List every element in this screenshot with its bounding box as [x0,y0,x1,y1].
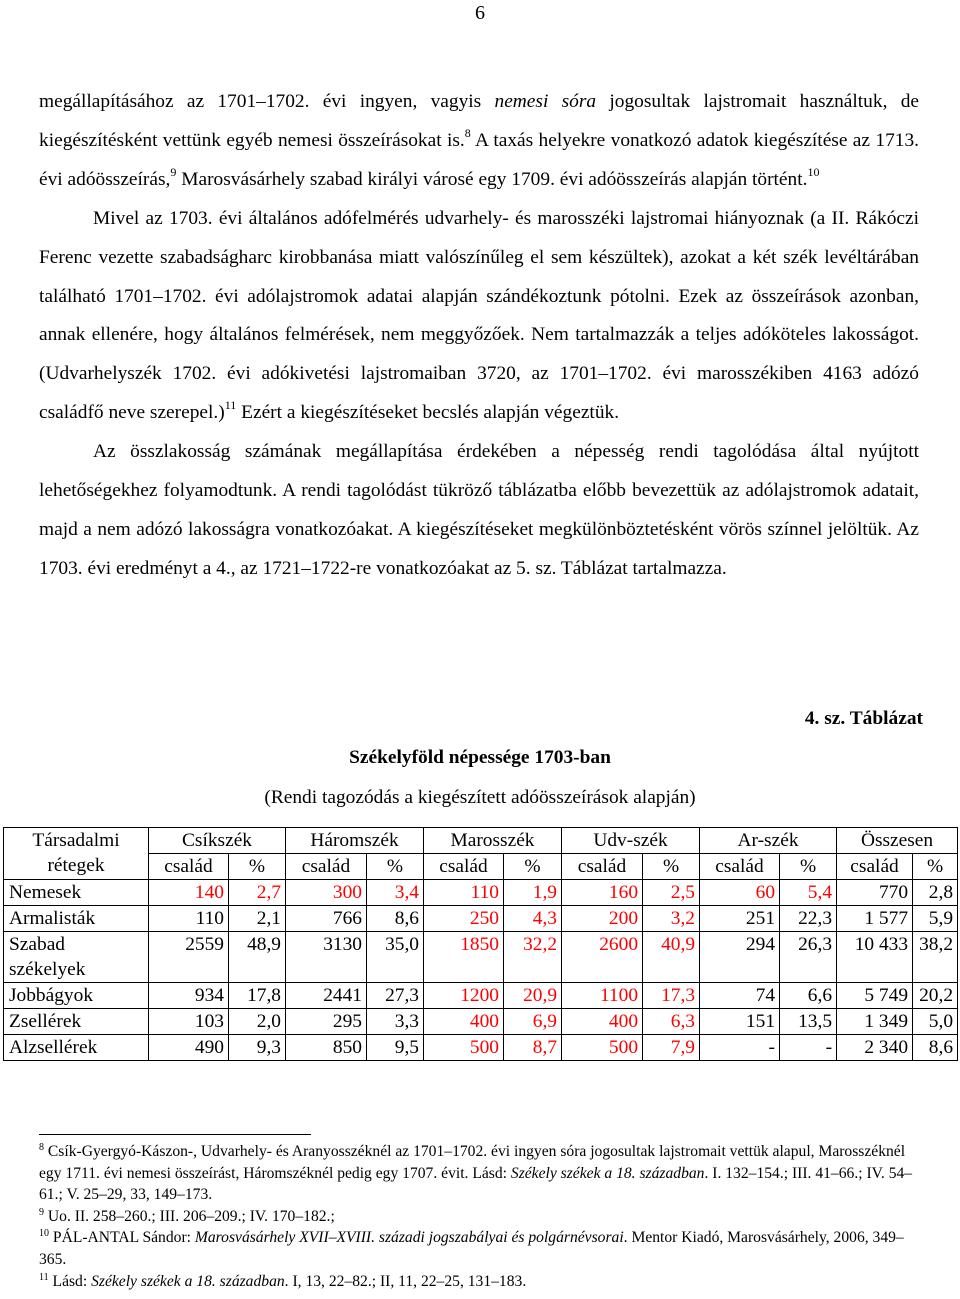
table-cell: 251 [700,906,780,932]
table-cell: 140 [149,880,229,906]
region-header: Ar-szék [700,828,837,854]
table-cell: 22,3 [780,906,837,932]
table-cell: 5 749 [837,983,913,1009]
population-table [3,827,958,1061]
header-row-regions [4,828,958,854]
table-cell: 110 [149,906,229,932]
table-row [4,983,958,1009]
table-cell: 1 349 [837,1009,913,1035]
table-cell: 500 [424,1035,504,1061]
table-cell: 1 577 [837,906,913,932]
unit-header: család [149,854,229,880]
table-cell: 770 [837,880,913,906]
table-cell: 850 [286,1035,367,1061]
table-cell: 3,2 [643,906,700,932]
table-cell: 60 [700,880,780,906]
row-label: Zsellérek [4,1009,149,1035]
table-cell: 9,3 [229,1035,286,1061]
region-header: Marosszék [424,828,562,854]
table-cell: 2,0 [229,1009,286,1035]
table-cell: 8,6 [367,906,424,932]
table-cell: 5,0 [913,1009,958,1035]
table-cell: 5,4 [780,880,837,906]
table-cell: 2,1 [229,906,286,932]
corner-header: Társadalmi rétegek [4,828,149,880]
table-cell: 2 340 [837,1035,913,1061]
table-cell: 10 433 [837,932,913,983]
footnote-9: $^9$ Uo. II. 258–260.; III. 206–209.; IV. 170–182.; [39,1206,335,1225]
table-cell: 151 [700,1009,780,1035]
table-cell: 6,6 [780,983,837,1009]
table-cell: 103 [149,1009,229,1035]
region-header: Udv-szék [562,828,700,854]
table-cell: 490 [149,1035,229,1061]
table-cell: 2,7 [229,880,286,906]
table-cell: 17,8 [229,983,286,1009]
table-cell: 110 [424,880,504,906]
table-cell: 1,9 [504,880,562,906]
table-cell: 250 [424,906,504,932]
page-number: 6 [475,2,485,24]
table-cell: 74 [700,983,780,1009]
table-cell: 27,3 [367,983,424,1009]
unit-header: család [700,854,780,880]
row-label: Armalisták [4,906,149,932]
unit-header: család [562,854,643,880]
table-title: Székelyföld népessége 1703-ban [349,747,611,768]
table-cell: 766 [286,906,367,932]
table-cell: 1100 [562,983,643,1009]
table-cell: 2600 [562,932,643,983]
table-cell: 8,6 [913,1035,958,1061]
table-cell: 5,9 [913,906,958,932]
footnote-10: $^{10}$ PÁL-ANTAL Sándor: Marosvásárhely XVII–XVIII. századi jogszabályai és polgárnévsorai. Mentor Kiadó, Marosvásárhely, 2006, 349–365. [39,1228,904,1268]
table-cell: 40,9 [643,932,700,983]
footnote-ref-8[interactable]: 8 [464,125,471,140]
table-cell: 294 [700,932,780,983]
table-cell: - [700,1035,780,1061]
table-cell: 6,3 [643,1009,700,1035]
footnote-ref-10[interactable]: 10 [807,164,820,179]
table-cell: - [780,1035,837,1061]
table-cell: 20,9 [504,983,562,1009]
table-cell: 2441 [286,983,367,1009]
unit-header: % [913,854,958,880]
emphasis: nemesi sóra [494,91,597,112]
unit-header: család [837,854,913,880]
paragraph-1: megállapításához az 1701–1702. évi ingyen, vagyis nemesi sóra jogosultak lajstromait használtuk, de kiegészítésként vettünk egyéb nemesi összeírásokat is.$^8$ A taxás helyekre vonatkozó adatok kiegészítése az 1713. évi adóösszeírás,$^9$ Marosvásárhely szabad királyi városé egy 1709. évi adóösszeírás alapján történt.$^{10}$ [39,91,919,190]
table-cell: 3,4 [367,880,424,906]
table-cell: 400 [424,1009,504,1035]
footnote-ref-11[interactable]: 11 [224,398,237,413]
footnote-8: $^8$ Csík-Gyergyó-Kászon-, Udvarhely- és Aranyosszéknél az 1701–1702. évi ingyen sóra jogosultak lajstromait vettük alapul, Marosszéknél egy 1711. évi nemesi összeírást, Háromszéknél pedig egy 1707. évit. Lásd: Székely székek a 18. században. I. 132–154.; III. 41–66.; IV. 54–61.; V. 25–29, 33, 149–173. [39,1142,913,1204]
region-header: Csíkszék [149,828,286,854]
table-cell: 8,7 [504,1035,562,1061]
table-row [4,1035,958,1061]
table-cell: 20,2 [913,983,958,1009]
table-cell: 9,5 [367,1035,424,1061]
table-row [4,1009,958,1035]
table-cell: 6,9 [504,1009,562,1035]
table-label: 4. sz. Táblázat [804,708,923,729]
paragraph-3: Az összlakosság számának megállapítása érdekében a népesség rendi tagolódása által nyújtott lehetőségekhez folyamodtunk. A rendi tagolódást tükröző táblázatba előbb bevezettük az adólajstromok adatait, majd a nem adózó lakosságra vonatkozóakat. A kiegészítéseket megkülönböztetésként vörös színnel jelöltük. Az 1703. évi eredményt a 4., az 1721–1722-re vonatkozóakat az 5. sz. Táblázat tartalmazza. [39,441,919,579]
footnote-divider [39,1134,311,1135]
table-cell: 300 [286,880,367,906]
table-cell: 500 [562,1035,643,1061]
table-cell: 400 [562,1009,643,1035]
paragraph-2: Mivel az 1703. évi általános adófelmérés udvarhely- és marosszéki lajstromai hiányoznak (a II. Rákóczi Ferenc vezette szabadságharc kirobbanása miatt valószínűleg el sem készültek), azokat a két szék levéltárában található 1701–1702. évi adólajstromok adatai alapján szándékoztunk pótolni. Ezek az összeírások azonban, annak ellenére, hogy általános felmérések, nem meggyőzőek. Nem tartalmazzák a teljes adóköteles lakosságot. (Udvarhelyszék 1702. évi adókivetési lajstromaiban 3720, az 1701–1702. évi marosszékiben 4163 adózó családfő neve szerepel.)$^{11}$ Ezért a kiegészítéseket becslés alapján végeztük. [39,207,919,424]
table-cell: 295 [286,1009,367,1035]
unit-header: % [643,854,700,880]
region-header: Összesen [837,828,958,854]
table-cell: 200 [562,906,643,932]
region-header: Háromszék [286,828,424,854]
footnote-ref-9[interactable]: 9 [170,164,177,179]
unit-header: % [780,854,837,880]
table-cell: 2,5 [643,880,700,906]
unit-header: család [424,854,504,880]
table-cell: 2,8 [913,880,958,906]
unit-header: % [504,854,562,880]
table-cell: 35,0 [367,932,424,983]
table-cell: 3130 [286,932,367,983]
table-subtitle: (Rendi tagozódás a kiegészített adóösszeírások alapján) [264,787,696,808]
table-cell: 26,3 [780,932,837,983]
table-row [4,880,958,906]
table-cell: 3,3 [367,1009,424,1035]
table-body [4,828,958,1061]
table-cell: 13,5 [780,1009,837,1035]
table-cell: 17,3 [643,983,700,1009]
table-cell: 48,9 [229,932,286,983]
row-label: Szabad székelyek [4,932,149,983]
table-cell: 38,2 [913,932,958,983]
table-cell: 1850 [424,932,504,983]
table-cell: 32,2 [504,932,562,983]
table-cell: 1200 [424,983,504,1009]
footnote-11: $^{11}$ Lásd: Székely székek a 18. században. I, 13, 22–82.; II, 11, 22–25, 131–183. [39,1271,527,1290]
unit-header: család [286,854,367,880]
row-label: Nemesek [4,880,149,906]
row-label: Jobbágyok [4,983,149,1009]
table-cell: 934 [149,983,229,1009]
body-text [39,83,919,589]
unit-header: % [367,854,424,880]
table-cell: 2559 [149,932,229,983]
table-cell: 160 [562,880,643,906]
table-cell: 4,3 [504,906,562,932]
table-row [4,932,958,983]
table-cell: 7,9 [643,1035,700,1061]
table-row [4,906,958,932]
footnotes [39,1141,919,1292]
unit-header: % [229,854,286,880]
row-label: Alzsellérek [4,1035,149,1061]
